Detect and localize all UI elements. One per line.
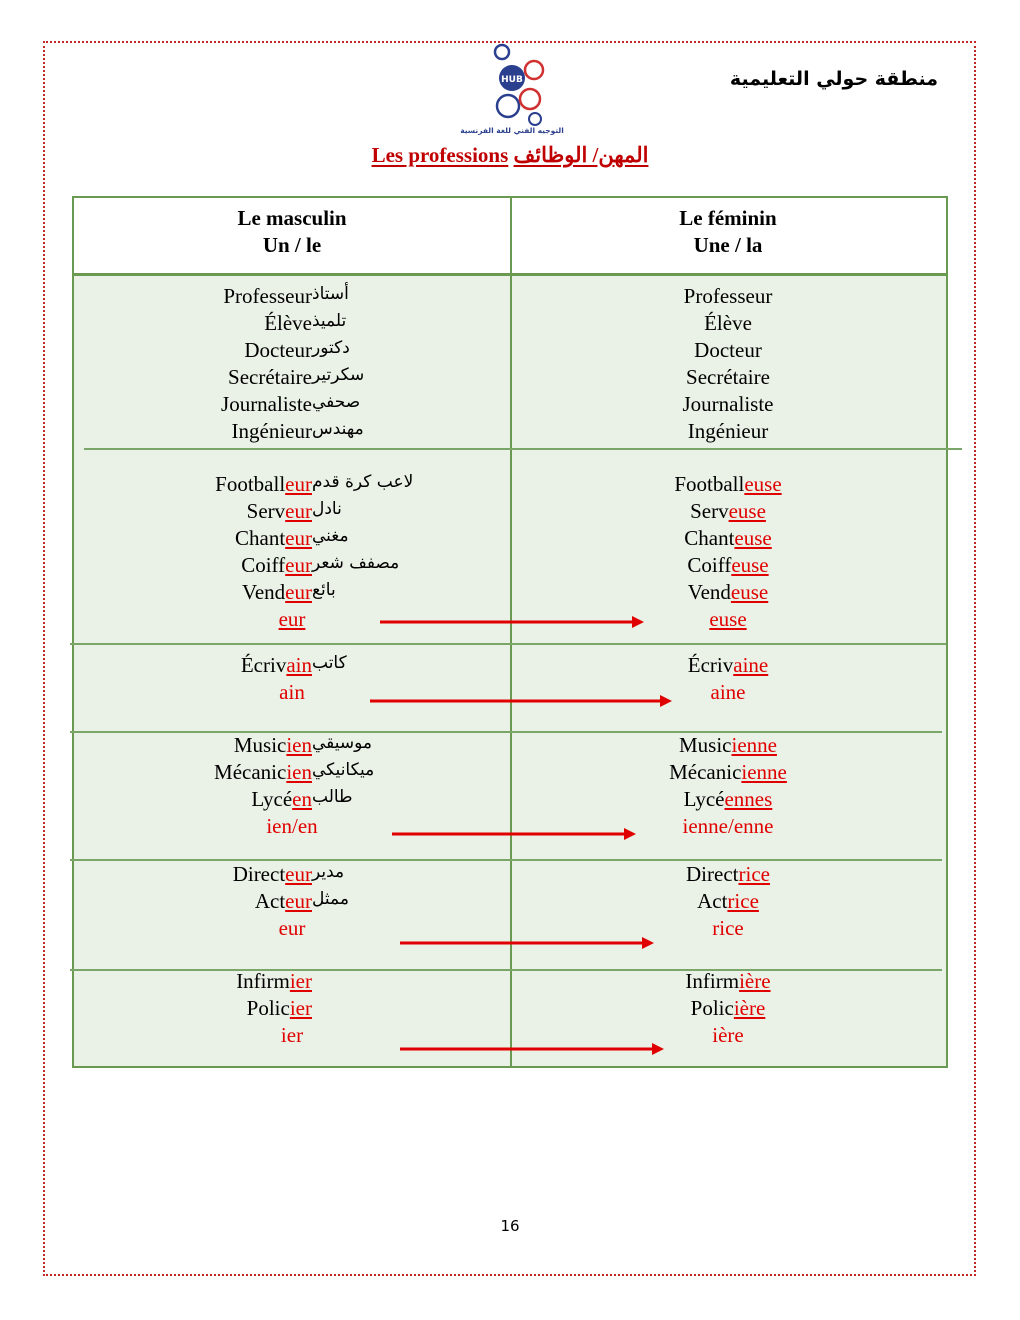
- word-stem: Chant: [684, 526, 735, 550]
- title-ar: المهن/ الوظائف: [513, 143, 649, 167]
- masculine-suffix: eur: [285, 499, 312, 523]
- word-stem: Secrétaire: [686, 365, 770, 389]
- word-stem: Mécanic: [669, 760, 742, 784]
- transform-arrow: [400, 1043, 664, 1055]
- word-stem: Écriv: [240, 653, 287, 677]
- arabic-translation: أستاذ: [312, 284, 349, 304]
- rule-suffix: ien/en: [266, 814, 318, 838]
- feminine-suffix: ienne: [731, 733, 777, 757]
- word-stem: Music: [233, 733, 287, 757]
- arabic-translation: لاعب كرة قدم: [312, 472, 414, 492]
- masculine-suffix: eur: [285, 472, 312, 496]
- word-stem: Élève: [704, 311, 752, 335]
- word-stem: Football: [674, 472, 745, 496]
- masculine-suffix: eur: [285, 526, 312, 550]
- masculine-suffix: en: [292, 787, 312, 811]
- word-stem: Act: [254, 889, 286, 913]
- arabic-translation: ميكانيكي: [312, 760, 375, 780]
- masculine-suffix: ier: [289, 969, 312, 993]
- feminine-suffix: euse: [734, 526, 772, 550]
- word-stem: Infirm: [685, 969, 740, 993]
- arrows-layer: [74, 198, 946, 1066]
- rule-suffix: eur: [278, 607, 306, 631]
- masculine-suffix: eur: [285, 862, 312, 886]
- masculine-suffix: ier: [289, 996, 312, 1020]
- word-stem: Secrétaire: [228, 365, 312, 389]
- word-stem: Vend: [687, 580, 731, 604]
- word-stem: Lycé: [683, 787, 725, 811]
- word-stem: Serv: [246, 499, 286, 523]
- arabic-translation: ممثل: [312, 889, 349, 909]
- word-stem: Coiff: [687, 553, 732, 577]
- word-stem: Coiff: [241, 553, 286, 577]
- word-stem: Écriv: [687, 653, 734, 677]
- masculine-suffix: ien: [286, 760, 312, 784]
- word-stem: Élève: [264, 311, 312, 335]
- arabic-translation: سكرتير: [312, 365, 365, 385]
- transform-arrow: [392, 828, 636, 840]
- arabic-translation: كاتب: [312, 653, 347, 673]
- rule-suffix: eur: [278, 916, 306, 940]
- arabic-translation: مصفف شعر: [312, 553, 400, 573]
- word-stem: Football: [215, 472, 286, 496]
- rule-suffix: ain: [279, 680, 305, 704]
- word-stem: Journaliste: [682, 392, 774, 416]
- rule-suffix: ier: [280, 1023, 304, 1047]
- feminine-suffix: ienne: [741, 760, 787, 784]
- arabic-translation: صحفي: [312, 392, 361, 412]
- word-stem: Serv: [690, 499, 729, 523]
- feminine-suffix: rice: [738, 862, 770, 886]
- title-fr: Les professions: [371, 143, 509, 167]
- masculine-suffix: eur: [285, 889, 312, 913]
- word-stem: Docteur: [694, 338, 762, 362]
- arabic-translation: مغني: [312, 526, 349, 546]
- word-stem: Professeur: [683, 284, 773, 308]
- word-stem: Vend: [242, 580, 286, 604]
- arabic-translation: نادل: [312, 499, 342, 519]
- arabic-translation: مدير: [312, 862, 345, 882]
- header-fem-title: Le féminin: [679, 206, 777, 230]
- page-title: [0, 143, 1020, 168]
- transform-arrow: [380, 616, 644, 628]
- feminine-suffix: euse: [728, 499, 766, 523]
- word-stem: Polic: [690, 996, 734, 1020]
- arabic-translation: دكتور: [312, 338, 350, 358]
- rule-suffix: euse: [709, 607, 747, 631]
- rule-suffix: rice: [712, 916, 744, 940]
- feminine-suffix: rice: [727, 889, 759, 913]
- professions-table: [72, 196, 948, 1068]
- logo-caption: التوجيه الفني للغة الفرنسية: [460, 126, 564, 135]
- word-stem: Direct: [686, 862, 739, 886]
- masculine-suffix: ien: [286, 733, 312, 757]
- feminine-suffix: euse: [730, 580, 769, 604]
- word-stem: Polic: [246, 996, 290, 1020]
- header-fem-articles: Une / la: [693, 233, 763, 257]
- hub-logo: [450, 42, 575, 142]
- transform-arrow: [370, 695, 672, 707]
- word-stem: Direct: [232, 862, 286, 886]
- header-masc-title: Le masculin: [237, 206, 347, 230]
- logo-text: HUB: [501, 75, 523, 85]
- word-stem: Docteur: [244, 338, 312, 362]
- rule-suffix: ienne/enne: [682, 814, 774, 838]
- feminine-suffix: ennes: [724, 787, 773, 811]
- masculine-suffix: eur: [285, 580, 312, 604]
- transform-arrow: [400, 937, 654, 949]
- feminine-suffix: aine: [733, 653, 769, 677]
- masculine-suffix: ain: [286, 653, 312, 677]
- feminine-suffix: euse: [744, 472, 782, 496]
- word-stem: Journaliste: [221, 392, 312, 416]
- word-stem: Mécanic: [214, 760, 287, 784]
- arabic-translation: بائع: [312, 580, 336, 600]
- feminine-suffix: euse: [731, 553, 769, 577]
- word-stem: Ingénieur: [231, 419, 312, 443]
- rule-suffix: aine: [710, 680, 746, 704]
- header-masc-articles: Un / le: [262, 233, 322, 257]
- page-number: 16: [500, 1217, 520, 1235]
- feminine-suffix: ière: [733, 996, 766, 1020]
- arabic-translation: موسيقي: [312, 733, 373, 753]
- word-stem: Act: [697, 889, 728, 913]
- word-stem: Professeur: [223, 284, 312, 308]
- arabic-translation: تلميذ: [312, 311, 347, 331]
- masculine-suffix: eur: [285, 553, 312, 577]
- arabic-translation: مهندس: [312, 419, 364, 439]
- word-stem: Lycé: [251, 787, 293, 811]
- arabic-translation: طالب: [312, 787, 353, 807]
- org-name: منطقة حولي التعليمية: [729, 68, 938, 90]
- word-stem: Chant: [235, 526, 286, 550]
- word-stem: Ingénieur: [687, 419, 769, 443]
- feminine-suffix: ière: [739, 969, 771, 993]
- word-stem: Infirm: [236, 969, 290, 993]
- word-stem: Music: [679, 733, 732, 757]
- rule-suffix: ière: [712, 1023, 744, 1047]
